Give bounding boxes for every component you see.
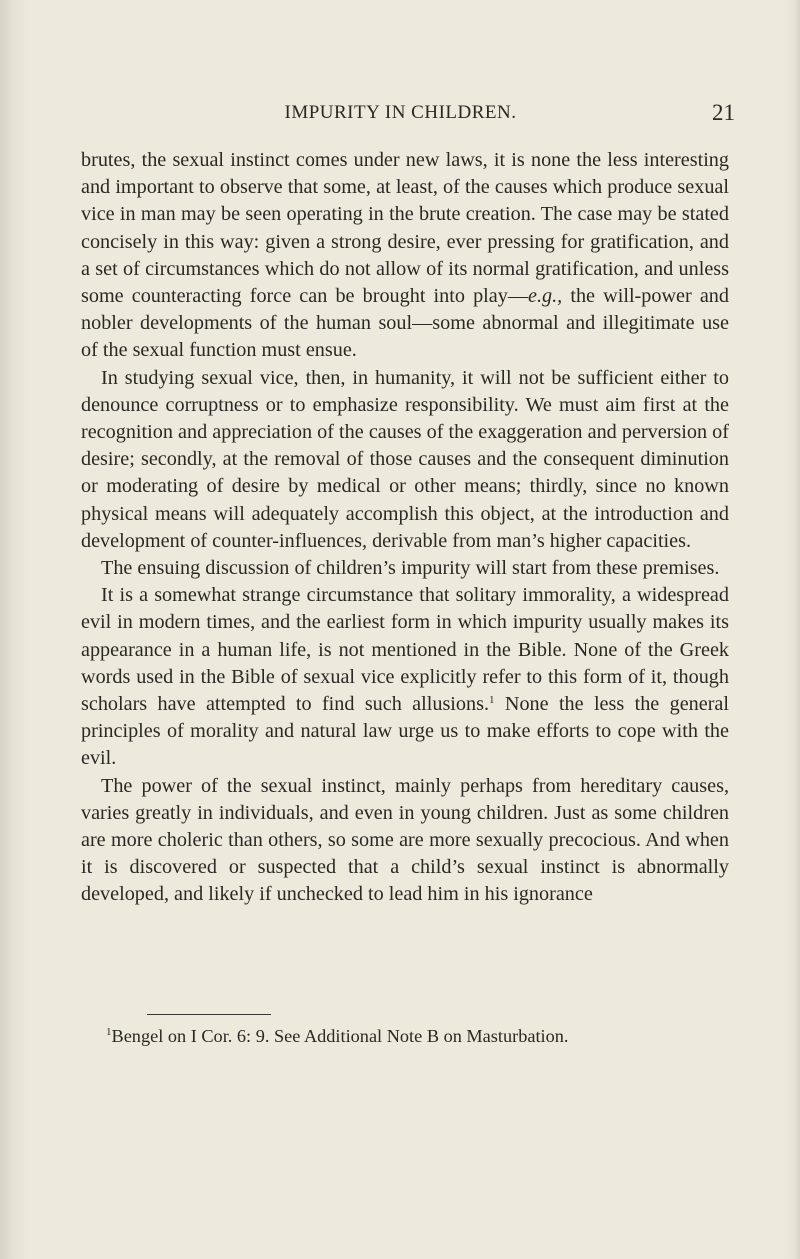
page-header [58,100,743,130]
paragraph-4 [81,582,729,772]
footnote-divider [147,1014,271,1015]
paragraph-2: In studying sexual vice, then, in humanity, it will not be sufficient either to denounce corruptness or to emphasize responsibility. We must aim first at the recognition and appreciation of the causes of the exaggeration and perversion of desire; secondly, at the removal of those causes and the consequent diminution or moderating of desire by medical or other means; thirdly, since no known physical means will adequately accomplish this object, at the introduction and development of counter-influences, derivable from man’s higher capacities. [81,366,729,552]
running-head: IMPURITY IN CHILDREN. [284,102,517,123]
footnote-reference[interactable]: 1 [489,694,495,707]
eg-abbreviation: e.g., [528,285,563,308]
paragraph-4-text: It is a somewhat strange circumstance that solitary immorality, a widespread evil in modern times, and the earliest form in which impurity usually makes its appearance in a human life, is not mentioned in the Bible. None of the Greek words used in the Bible of sexual vice explicitly refer to this form of it, though scholars have attempted to find such allusions. [81,584,729,716]
footnote-marker: 1 [106,1026,112,1038]
footnote [106,1025,746,1047]
body-text [81,147,729,909]
paragraph-1 [81,147,729,365]
page-edge-shadow [794,0,800,1259]
page-number: 21 [712,100,735,125]
paragraph-1-text: brutes, the sexual instinct comes under new laws, it is none the less interesting and important to observe that some, at least, of the causes which produce sexual vice in man may be seen operating in the brute creation. The case may be stated concisely in this way: given a strong desire, ever pressing for gratification, and a set of circumstances which do not allow of its normal gratification, and unless some counteracting force can be brought into play— [81,149,729,308]
paragraph-1-end: the will-power and nobler developments of the human soul—some abnormal and illegitimate use of the sexual function must ensue. [81,285,729,362]
paragraph-4-end: None the less the general principles of morality and natural law urge us to make efforts to cope with the evil. [81,693,729,770]
footnote-text: Bengel on I Cor. 6: 9. See Additional Note B on Masturbation. [111,1026,569,1046]
paragraph-5: The power of the sexual instinct, mainly perhaps from hereditary causes, varies greatly in individuals, and even in young children. Just as some children are more choleric than others, so some are more sexually precocious. And when it is discovered or suspected that a child’s sexual instinct is abnormally developed, and likely if unchecked to lead him in his ignorance [81,774,729,906]
paragraph-3: The ensuing discussion of children’s impurity will start from these premises. [101,557,720,580]
